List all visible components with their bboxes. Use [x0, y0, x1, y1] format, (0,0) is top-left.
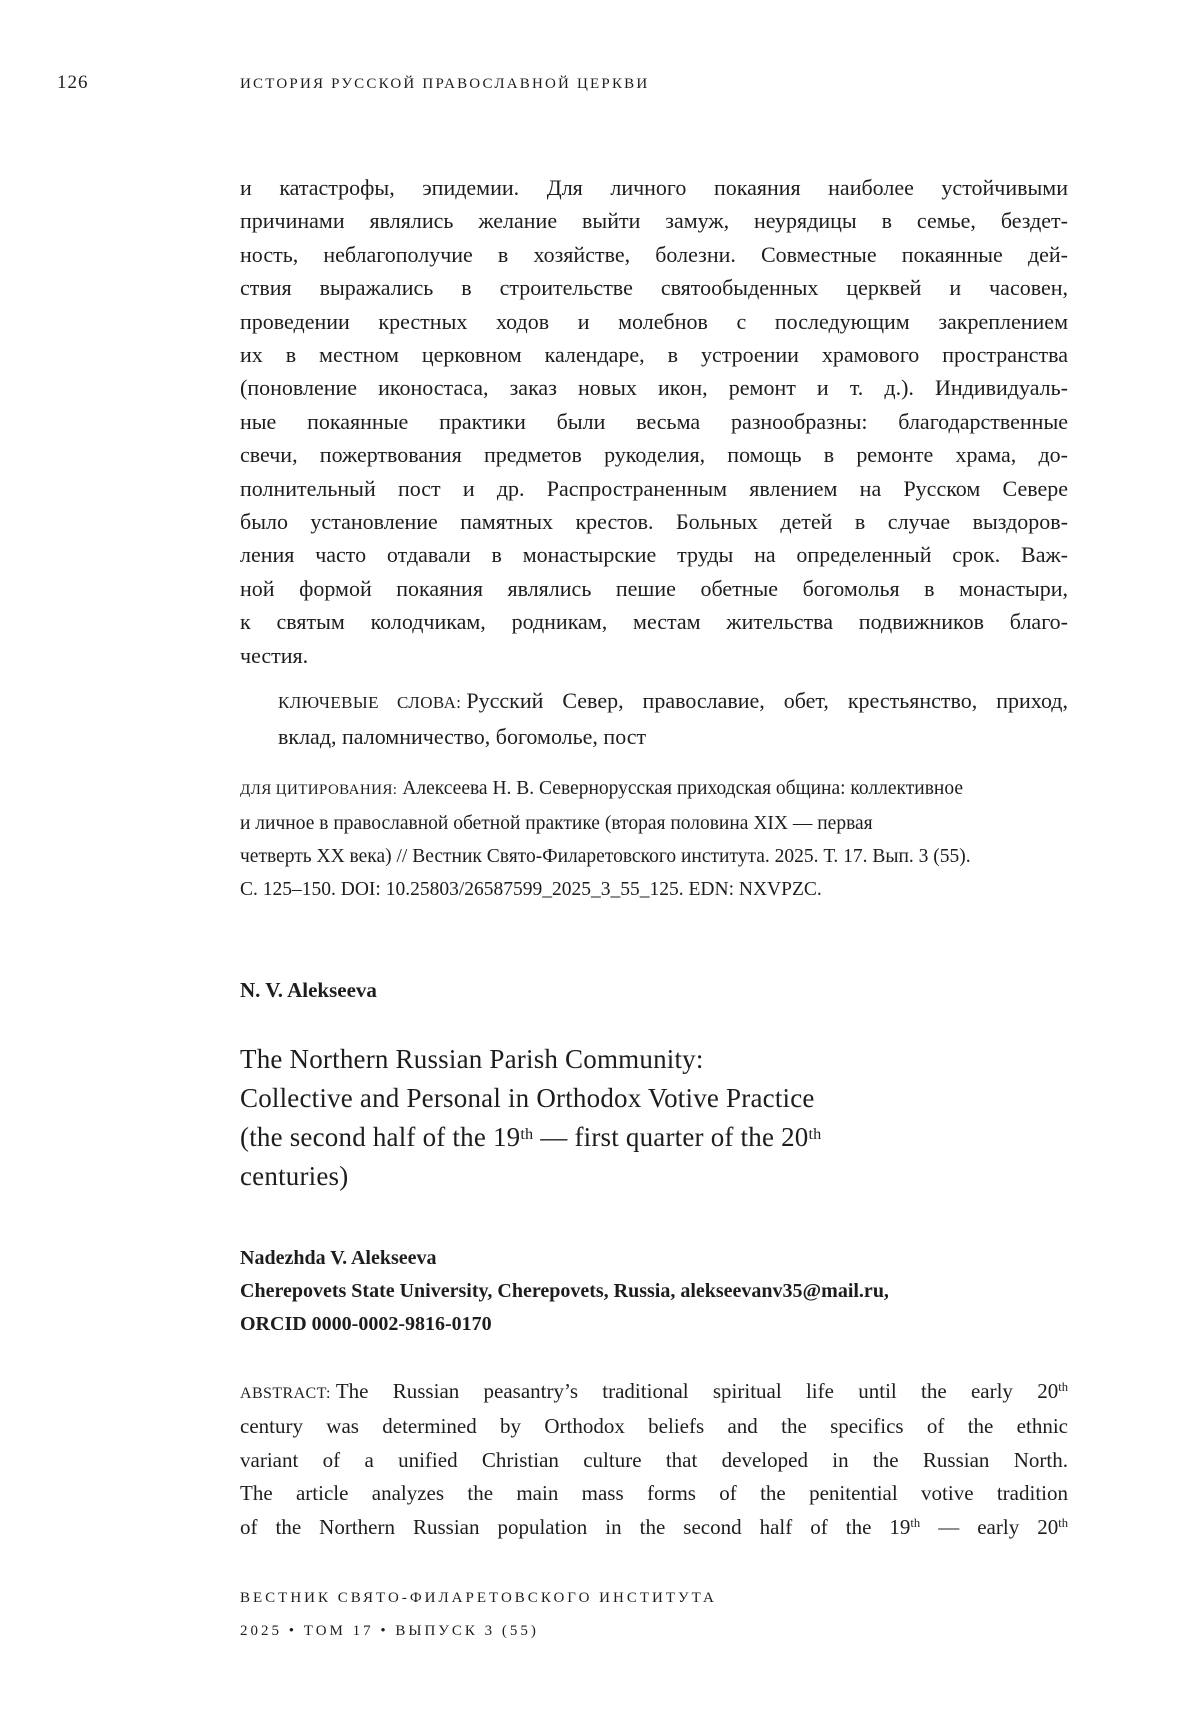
abstract-segment: — early 20	[920, 1514, 1059, 1539]
running-title: ИСТОРИЯ РУССКОЙ ПРАВОСЛАВНОЙ ЦЕРКВИ	[240, 76, 650, 92]
author-full-name: Nadezhda V. Alekseeva	[240, 1247, 437, 1269]
abstract-line: variant of a unified Christian culture that developed in the Russian North.	[240, 1447, 1068, 1472]
keywords-text: Русский Север, православие, обет, крестьянство, приход,	[466, 688, 1069, 713]
body-text-line: (поновление иконостаса, заказ новых икон, ремонт и т. д.). Индивидуаль-	[240, 375, 1068, 401]
ordinal-superscript: th	[1058, 1380, 1068, 1394]
ordinal-superscript: th	[520, 1125, 534, 1143]
body-text-line: к святым колодчикам, родникам, местам жительства подвижников благо-	[240, 609, 1068, 635]
title-line	[240, 1118, 1068, 1157]
body-text-line: честия.	[240, 642, 309, 668]
body-text-line: причинами являлись желание выйти замуж, неурядицы в семье, бездет-	[240, 208, 1068, 234]
lead-paragraph	[240, 171, 1068, 672]
citation-line	[240, 772, 1068, 807]
body-text-line: ствия выражались в строительстве святообыденных церквей и часовен,	[240, 275, 1068, 301]
body-text-line: ной формой покаяния являлись пешие обетные богомолья в монастыри,	[240, 575, 1068, 601]
body-text-line: проведении крестных ходов и молебнов с последующим закреплением	[240, 308, 1068, 334]
journal-issue-line: 2025 • ТОМ 17 • ВЫПУСК 3 (55)	[240, 1623, 539, 1639]
author-name-transliterated: N. V. Alekseeva	[240, 978, 377, 1002]
citation-label: ДЛЯ ЦИТИРОВАНИЯ:	[240, 782, 398, 798]
citation-line: С. 125–150. DOI: 10.25803/26587599_2025_3_55_125. EDN: NXVPZC.	[240, 879, 822, 900]
author-info-block	[240, 1242, 1068, 1341]
title-segment: (the second half of the 19	[240, 1122, 521, 1152]
abstract-segment: The Russian peasantry’s traditional spiritual life until the early 20	[335, 1379, 1059, 1403]
abstract-line	[240, 1511, 1068, 1544]
keywords-block	[278, 684, 1068, 754]
citation-line: и личное в православной обетной практике (вторая половина XIX — первая	[240, 813, 873, 834]
keywords-label: КЛЮЧЕВЫЕ СЛОВА:	[278, 693, 462, 712]
body-text-line: и катастрофы, эпидемии. Для личного покаяния наиболее устойчивыми	[240, 175, 1068, 200]
abstract-label: ABSTRACT:	[240, 1385, 331, 1402]
article-title-en	[240, 1040, 1068, 1196]
abstract-line	[240, 1375, 1068, 1410]
abstract-segment: of the Northern Russian population in the second half of the 19	[240, 1514, 911, 1539]
title-line: The Northern Russian Parish Community:	[240, 1044, 704, 1074]
page-number: 126	[57, 72, 89, 93]
citation-text: Алексеева Н. В. Севернорусская приходская община: коллективное	[402, 778, 963, 799]
citation-block	[240, 772, 1068, 906]
abstract-line: century was determined by Orthodox beliefs and the specifics of the ethnic	[240, 1414, 1068, 1439]
ordinal-superscript: th	[910, 1515, 921, 1530]
ordinal-superscript: th	[808, 1125, 822, 1143]
body-text-line: ные покаянные практики были весьма разнообразны: благодарственные	[240, 408, 1068, 434]
journal-name: ВЕСТНИК СВЯТО-ФИЛАРЕТОВСКОГО ИНСТИТУТА	[240, 1590, 717, 1606]
title-segment: — first quarter of the 20	[533, 1122, 809, 1152]
body-text-line: ления часто отдавали в монастырские труды на определенный срок. Важ-	[240, 542, 1068, 568]
title-line: Collective and Personal in Orthodox Votive Practice	[240, 1083, 815, 1113]
abstract-block	[240, 1375, 1068, 1544]
keywords-line: вклад, паломничество, богомолье, пост	[278, 724, 647, 749]
body-text-line: полнительный пост и др. Распространенным явлением на Русском Севере	[240, 475, 1068, 501]
journal-footer	[240, 1582, 1068, 1648]
title-line: centuries)	[240, 1161, 349, 1191]
author-orcid: ORCID 0000-0002-9816-0170	[240, 1313, 492, 1335]
ordinal-superscript: th	[1058, 1515, 1068, 1530]
abstract-line: The article analyzes the main mass forms of the penitential votive tradition	[240, 1481, 1068, 1506]
author-affiliation: Cherepovets State University, Cherepovets, Russia, alekseevanv35@mail.ru,	[240, 1280, 889, 1302]
body-text-line: свечи, пожертвования предметов рукоделия, помощь в ремонте храма, до-	[240, 442, 1068, 468]
citation-line: четверть XX века) // Вестник Свято-Филаретовского института. 2025. Т. 17. Вып. 3 (55).	[240, 846, 971, 867]
body-text-line: их в местном церковном календаре, в устроении храмового пространства	[240, 342, 1068, 368]
body-text-line: было установление памятных крестов. Больных детей в случае выздоров-	[240, 509, 1068, 535]
keywords-line	[278, 684, 1068, 720]
body-text-line: ность, неблагополучие в хозяйстве, болезни. Совместные покаянные дей-	[240, 241, 1068, 267]
